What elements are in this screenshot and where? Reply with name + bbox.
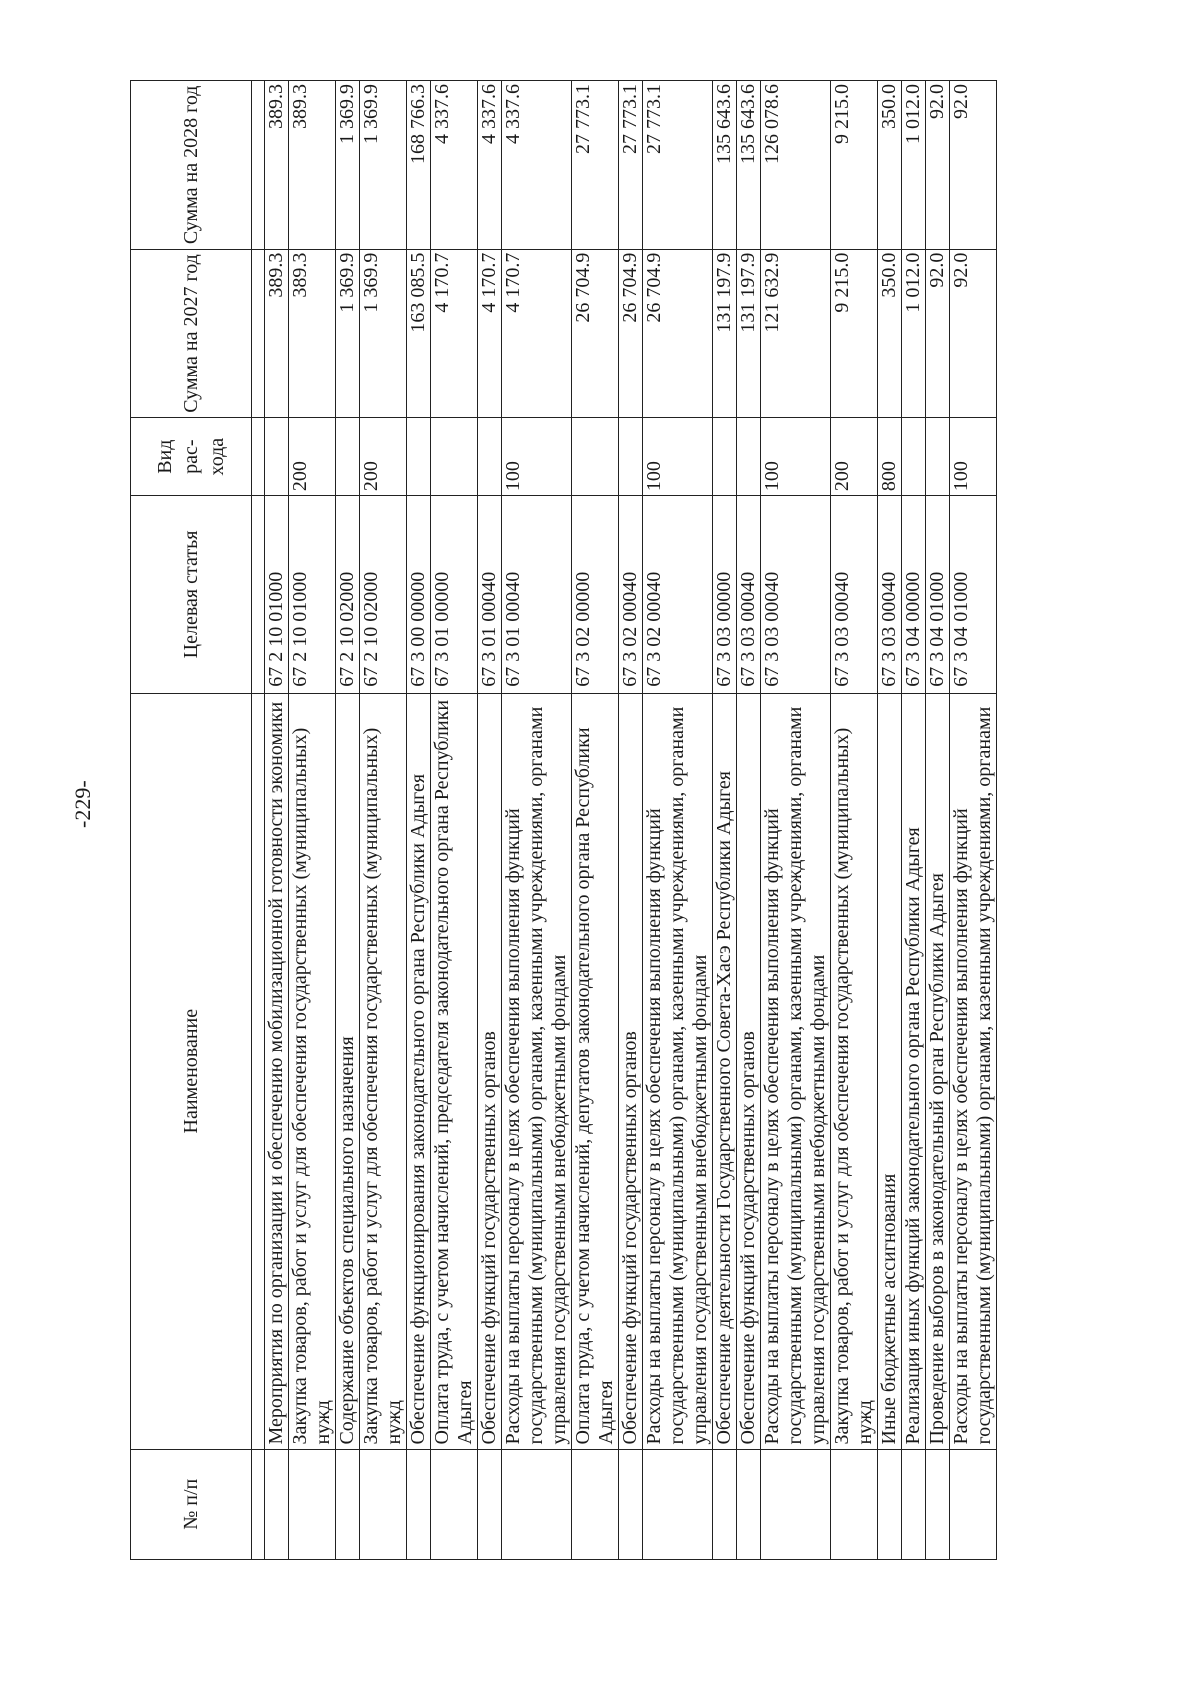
cell-code: 67 3 03 00000: [713, 496, 737, 694]
header-kind: Вид рас-хода: [131, 418, 252, 496]
cell-code: 67 3 01 00040: [478, 496, 502, 694]
table-row: [431, 81, 478, 1560]
cell-no: [619, 1449, 643, 1559]
cell-sum-2028: 135 643.6: [737, 81, 761, 250]
cell-code: 67 2 10 01000: [265, 496, 289, 694]
cell-name: Расходы на выплаты персоналу в целях обеспечения выполнения функций государственными (муниципальными) органами, казенными учреждениями, органами управления государственными внебюджетными фондами: [502, 693, 572, 1449]
cell-code: 67 3 04 01000: [926, 496, 950, 694]
table-row: [950, 81, 997, 1560]
cell-no: [643, 1449, 713, 1559]
cell-name: Обеспечение функций государственных органов: [619, 693, 643, 1449]
cell-name: Расходы на выплаты персоналу в целях обеспечения выполнения функций государственными (муниципальными) органами, казенными учреждениями, органами управления государственными внебюджетными фондами: [643, 693, 713, 1449]
cell-code: 67 3 03 00040: [831, 496, 878, 694]
cell-name: Проведение выборов в законодательный орган Республики Адыгея: [926, 693, 950, 1449]
cell-kind: [713, 418, 737, 496]
cell-name: Оплата труда, с учетом начислений, депутатов законодательного органа Республики Адыгея: [572, 693, 619, 1449]
header-sum-2028: Сумма на 2028 год: [131, 81, 252, 250]
cell-sum-2028: 92.0: [926, 81, 950, 250]
cell-code: 67 2 10 02000: [336, 496, 360, 694]
cell-sum-2027: 1 369.9: [360, 249, 407, 418]
cell-name: Обеспечение деятельности Государственного Совета-Хасэ Республики Адыгея: [713, 693, 737, 1449]
cell-name: Иные бюджетные ассигнования: [878, 693, 902, 1449]
cell-kind: 100: [502, 418, 572, 496]
cell-code: 67 2 10 02000: [360, 496, 407, 694]
table-row: [713, 81, 737, 1560]
cell-code: 67 3 03 00040: [878, 496, 902, 694]
cell-no: [902, 1449, 926, 1559]
cell-kind: [407, 418, 431, 496]
cell-sum-2028: 168 766.3: [407, 81, 431, 250]
cell-name: Расходы на выплаты персоналу в целях обеспечения выполнения функций государственными (муниципальными) органами, казенными учреждениями, органами управления государственными внебюджетными фондами: [761, 693, 831, 1449]
cell-no: [502, 1449, 572, 1559]
cell-sum-2027: 163 085.5: [407, 249, 431, 418]
table-row: [619, 81, 643, 1560]
cell-kind: 200: [360, 418, 407, 496]
cell-name: Реализация иных функций законодательного органа Республики Адыгея: [902, 693, 926, 1449]
table-row: [737, 81, 761, 1560]
cell-no: [360, 1449, 407, 1559]
cell-sum-2028: 1 012.0: [902, 81, 926, 250]
spacer-cell: [252, 418, 265, 496]
spacer-cell: [252, 249, 265, 418]
cell-sum-2028: 1 369.9: [336, 81, 360, 250]
cell-no: [431, 1449, 478, 1559]
cell-no: [713, 1449, 737, 1559]
cell-sum-2028: 4 337.6: [478, 81, 502, 250]
table-row: [831, 81, 878, 1560]
cell-kind: 100: [761, 418, 831, 496]
cell-sum-2028: 4 337.6: [431, 81, 478, 250]
cell-name: Закупка товаров, работ и услуг для обеспечения государственных (муниципальных) нужд: [831, 693, 878, 1449]
cell-code: 67 3 00 00000: [407, 496, 431, 694]
cell-no: [926, 1449, 950, 1559]
table-row: [572, 81, 619, 1560]
table-row: [761, 81, 831, 1560]
cell-sum-2028: 9 215.0: [831, 81, 878, 250]
table-row: [878, 81, 902, 1560]
cell-kind: 100: [643, 418, 713, 496]
cell-kind: 100: [950, 418, 997, 496]
cell-no: [831, 1449, 878, 1559]
table-row: [336, 81, 360, 1560]
table-row: [360, 81, 407, 1560]
cell-kind: [478, 418, 502, 496]
spacer-cell: [252, 693, 265, 1449]
spacer-row: [252, 81, 265, 1560]
cell-kind: [265, 418, 289, 496]
cell-kind: [431, 418, 478, 496]
cell-sum-2027: 121 632.9: [761, 249, 831, 418]
cell-sum-2028: 126 078.6: [761, 81, 831, 250]
cell-no: [478, 1449, 502, 1559]
cell-kind: [619, 418, 643, 496]
cell-no: [950, 1449, 997, 1559]
cell-kind: 200: [289, 418, 336, 496]
table-header: [131, 81, 252, 1560]
cell-sum-2027: 131 197.9: [737, 249, 761, 418]
cell-kind: 800: [878, 418, 902, 496]
table-row: [478, 81, 502, 1560]
cell-no: [336, 1449, 360, 1559]
cell-no: [761, 1449, 831, 1559]
cell-kind: [572, 418, 619, 496]
table-row: [926, 81, 950, 1560]
cell-sum-2027: 92.0: [950, 249, 997, 418]
cell-sum-2028: 4 337.6: [502, 81, 572, 250]
cell-name: Закупка товаров, работ и услуг для обеспечения государственных (муниципальных) нужд: [360, 693, 407, 1449]
cell-code: 67 3 04 01000: [950, 496, 997, 694]
cell-name: Обеспечение функционирования законодательного органа Республики Адыгея: [407, 693, 431, 1449]
table-row: [289, 81, 336, 1560]
cell-kind: [336, 418, 360, 496]
cell-kind: [926, 418, 950, 496]
header-sum-2027: Сумма на 2027 год: [131, 249, 252, 418]
cell-kind: [737, 418, 761, 496]
cell-sum-2028: 27 773.1: [619, 81, 643, 250]
table-body: [252, 81, 997, 1560]
cell-no: [289, 1449, 336, 1559]
cell-name: Оплата труда, с учетом начислений, председателя законодательного органа Республики Адыгея: [431, 693, 478, 1449]
table-row: [502, 81, 572, 1560]
rotated-budget-table: [130, 80, 1070, 1560]
cell-name: Мероприятия по организации и обеспечению мобилизационной готовности экономики: [265, 693, 289, 1449]
cell-sum-2028: 389.3: [289, 81, 336, 250]
cell-code: 67 3 01 00000: [431, 496, 478, 694]
cell-sum-2028: 27 773.1: [572, 81, 619, 250]
cell-no: [737, 1449, 761, 1559]
cell-code: 67 3 02 00040: [619, 496, 643, 694]
cell-sum-2027: 4 170.7: [431, 249, 478, 418]
cell-code: 67 3 03 00040: [737, 496, 761, 694]
budget-table: [130, 80, 997, 1560]
cell-no: [265, 1449, 289, 1559]
cell-sum-2027: 4 170.7: [502, 249, 572, 418]
cell-sum-2027: 9 215.0: [831, 249, 878, 418]
cell-sum-2028: 92.0: [950, 81, 997, 250]
table-row: [902, 81, 926, 1560]
cell-sum-2027: 26 704.9: [643, 249, 713, 418]
cell-sum-2027: 4 170.7: [478, 249, 502, 418]
spacer-cell: [252, 496, 265, 694]
cell-sum-2028: 350.0: [878, 81, 902, 250]
cell-name: Обеспечение функций государственных органов: [478, 693, 502, 1449]
cell-sum-2027: 389.3: [265, 249, 289, 418]
table-row: [265, 81, 289, 1560]
cell-name: Содержание объектов специального назначения: [336, 693, 360, 1449]
cell-sum-2027: 131 197.9: [713, 249, 737, 418]
table-row: [407, 81, 431, 1560]
cell-kind: [902, 418, 926, 496]
header-name: Наименование: [131, 693, 252, 1449]
page-number: -229-: [70, 780, 95, 828]
cell-sum-2027: 1 369.9: [336, 249, 360, 418]
cell-sum-2027: 26 704.9: [619, 249, 643, 418]
cell-no: [407, 1449, 431, 1559]
cell-sum-2028: 27 773.1: [643, 81, 713, 250]
cell-code: 67 3 02 00040: [643, 496, 713, 694]
cell-code: 67 3 01 00040: [502, 496, 572, 694]
cell-sum-2027: 1 012.0: [902, 249, 926, 418]
cell-sum-2027: 26 704.9: [572, 249, 619, 418]
cell-sum-2027: 92.0: [926, 249, 950, 418]
cell-code: 67 3 03 00040: [761, 496, 831, 694]
cell-code: 67 3 02 00000: [572, 496, 619, 694]
cell-sum-2028: 135 643.6: [713, 81, 737, 250]
cell-code: 67 2 10 01000: [289, 496, 336, 694]
header-code: Целевая статья: [131, 496, 252, 694]
cell-sum-2028: 1 369.9: [360, 81, 407, 250]
cell-kind: 200: [831, 418, 878, 496]
cell-sum-2027: 389.3: [289, 249, 336, 418]
cell-name: Расходы на выплаты персоналу в целях обеспечения выполнения функций государственными (муниципальными) органами, казенными учреждениями, органами: [950, 693, 997, 1449]
table-row: [643, 81, 713, 1560]
cell-no: [572, 1449, 619, 1559]
cell-sum-2027: 350.0: [878, 249, 902, 418]
cell-name: Обеспечение функций государственных органов: [737, 693, 761, 1449]
cell-no: [878, 1449, 902, 1559]
cell-name: Закупка товаров, работ и услуг для обеспечения государственных (муниципальных) нужд: [289, 693, 336, 1449]
header-no: № п/п: [131, 1449, 252, 1559]
cell-sum-2028: 389.3: [265, 81, 289, 250]
spacer-cell: [252, 1449, 265, 1559]
cell-code: 67 3 04 00000: [902, 496, 926, 694]
spacer-cell: [252, 81, 265, 250]
